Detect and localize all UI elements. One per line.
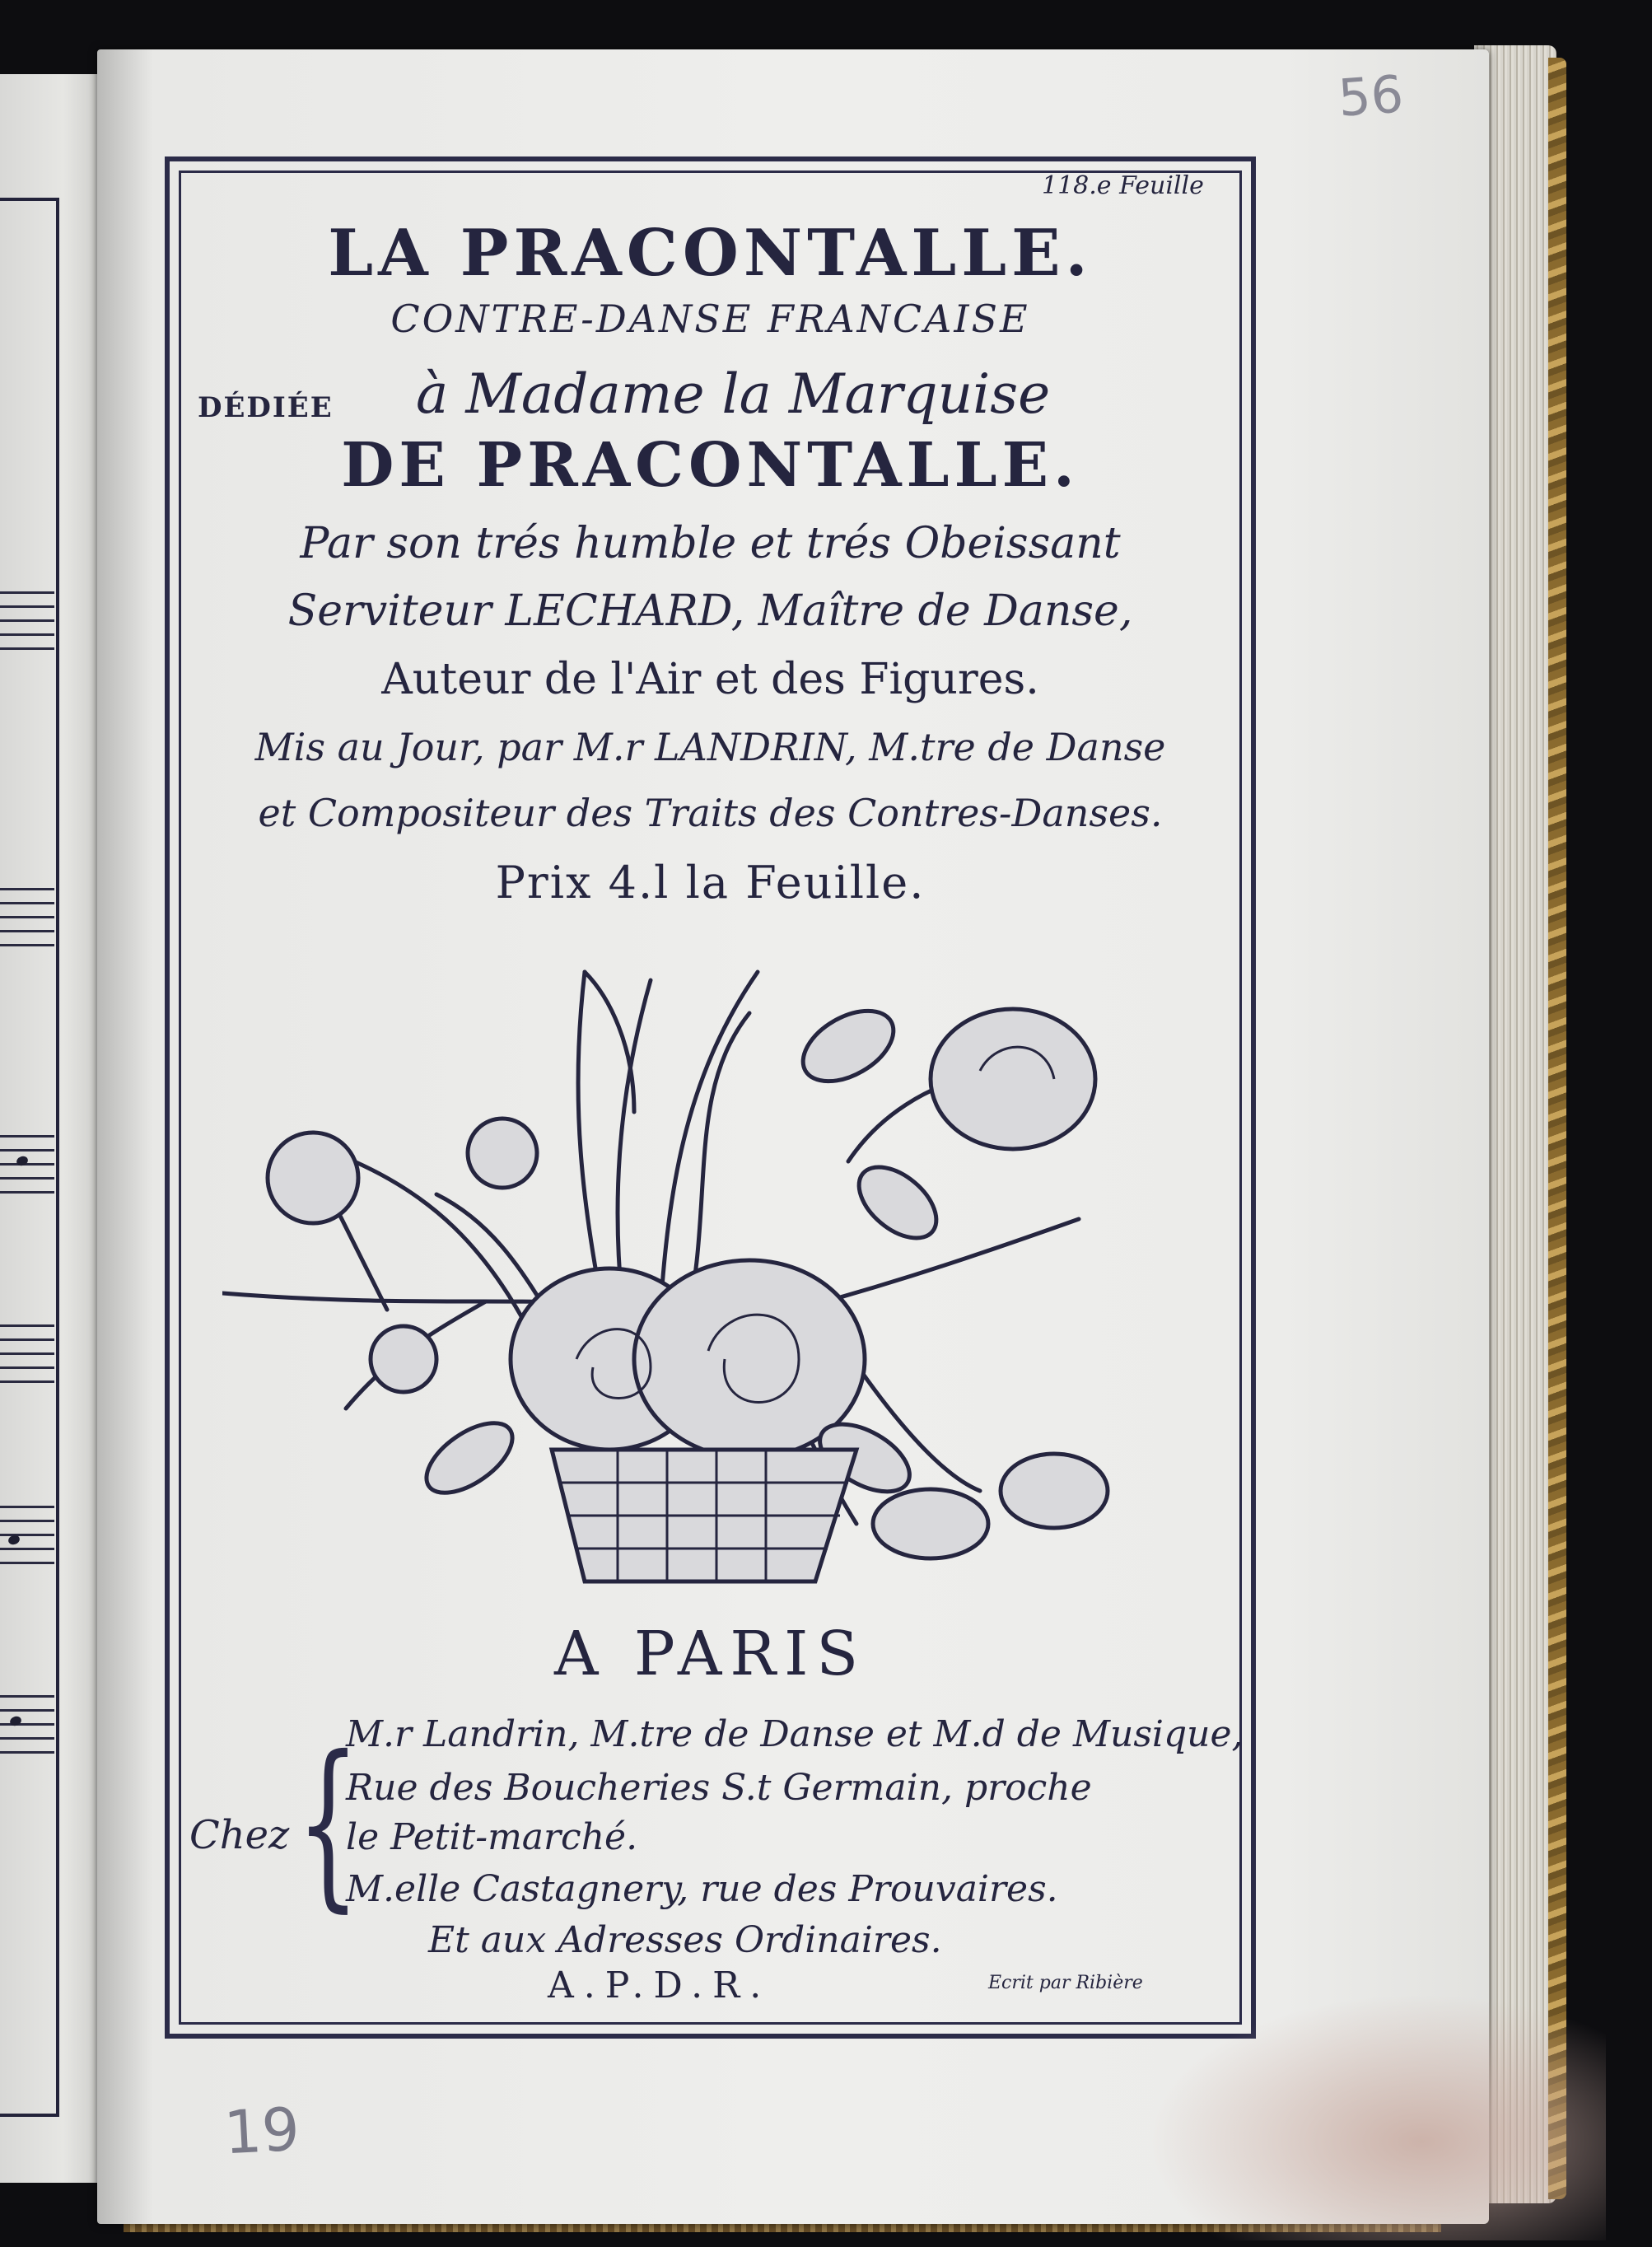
dedicatee-name: DE PRACONTALLE. — [341, 430, 1080, 501]
flower-basket-illustration — [222, 947, 1211, 1590]
pencil-page-number: 19 — [222, 2094, 301, 2168]
chez-label: Chez — [189, 1812, 290, 1858]
music-staff — [0, 1684, 54, 1758]
text-line: Serviteur LECHARD, Maître de Danse, — [287, 586, 1133, 636]
text-line: et Compositeur des Traits des Contres-Danses. — [258, 791, 1163, 835]
gilt-cover-edge — [1548, 58, 1566, 2199]
address-line: Rue des Boucheries S.t Germain, proche — [346, 1767, 1092, 1809]
text-line: Par son trés humble et trés Obeissant — [300, 519, 1121, 568]
text-line: Mis au Jour, par M.r LANDRIN, M.tre de Danse — [254, 725, 1166, 769]
music-staff — [0, 1494, 54, 1568]
text-line: Auteur de l'Air et des Figures. — [381, 655, 1039, 704]
privilege-mark: A.P.D.R. — [548, 1964, 772, 2006]
music-staff — [0, 1313, 54, 1387]
curly-brace-icon: { — [296, 1717, 360, 1928]
dedication-text: à Madame la Marquise — [416, 362, 1051, 426]
subtitle: CONTRE-DANSE FRANCAISE — [390, 297, 1030, 341]
pencil-folio-number: 56 — [1336, 63, 1406, 128]
dedication-label: DÉDIÉE — [198, 391, 334, 424]
engraver-credit: Ecrit par Ribière — [988, 1973, 1143, 1993]
address-line: le Petit-marché. — [346, 1816, 638, 1858]
address-line: Et aux Adresses Ordinaires. — [428, 1919, 942, 1961]
address-line: M.elle Castagnery, rue des Prouvaires. — [346, 1868, 1058, 1910]
publication-place: A PARIS — [553, 1619, 867, 1689]
music-staff — [0, 876, 54, 951]
address-line: M.r Landrin, M.tre de Danse et M.d de Musique, — [346, 1713, 1244, 1755]
music-staff — [0, 580, 54, 654]
price-line: Prix 4.l la Feuille. — [495, 857, 926, 909]
photo-artifact — [1145, 1993, 1606, 2240]
left-page-frame — [0, 198, 59, 2117]
page-title: LA PRACONTALLE. — [328, 216, 1093, 291]
sheet-number: 118.e Feuille — [1042, 171, 1204, 200]
